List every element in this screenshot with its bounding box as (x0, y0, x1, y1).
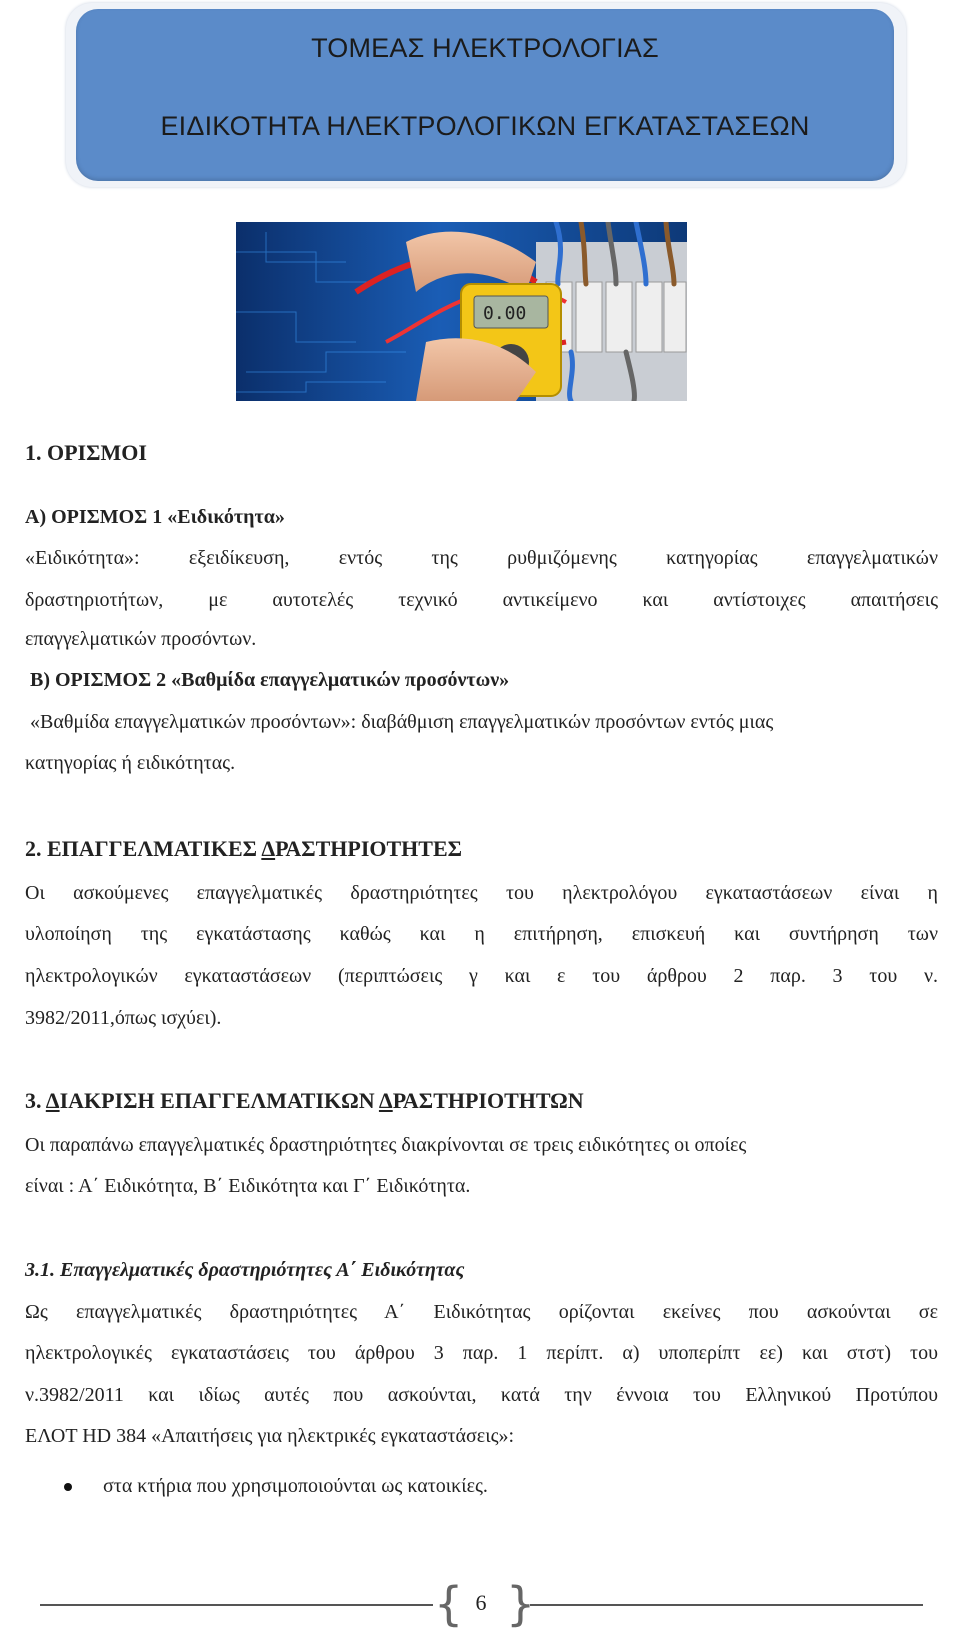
bullet-item: στα κτήρια που χρησιμοποιούνται ως κατοικίες. (103, 1475, 488, 1497)
definition-b-heading: Β) ΟΡΙΣΜΟΣ 2 «Βαθμίδα επαγγελματικών προσόντων» (30, 669, 510, 691)
section-3-1-text-1: Ως επαγγελματικές δραστηριότητες Α΄ Ειδικότητας ορίζονται εκείνες που ασκούνται σε (25, 1301, 938, 1323)
right-brace-icon: } (506, 1577, 536, 1631)
footer-rule-right (530, 1604, 923, 1606)
definition-b-text-2: κατηγορίας ή ειδικότητας. (25, 752, 236, 774)
header-title-2: ΕΙΔΙΚΟΤΗΤΑ ΗΛΕΚΤΡΟΛΟΓΙΚΩΝ ΕΓΚΑΤΑΣΤΑΣΕΩΝ (160, 111, 810, 141)
multimeter-photo (236, 222, 687, 401)
definition-a-text-2: δραστηριοτήτων, με αυτοτελές τεχνικό αντικείμενο και αντίστοιχες απαιτήσεις (25, 589, 938, 611)
section-3-text-2: είναι : Α΄ Ειδικότητα, Β΄ Ειδικότητα και Γ΄ Ειδικότητα. (25, 1175, 471, 1197)
section-2-text-4: 3982/2011,όπως ισχύει). (25, 1007, 222, 1029)
header-title-1: ΤΟΜΕΑΣ ΗΛΕΚΤΡΟΛΟΓΙΑΣ (311, 33, 659, 63)
section-2-text-2: υλοποίηση της εγκατάστασης καθώς και η επιτήρηση, επισκευή και συντήρηση των (25, 923, 938, 945)
page-number: 6 (475, 1590, 487, 1615)
footer-rule-left (40, 1604, 433, 1606)
section-3-heading: 3. ΔΙΑΚΡΙΣΗ ΕΠΑΓΓΕΛΜΑΤΙΚΩΝ ΔΡΑΣΤΗΡΙΟΤΗΤΩΝ (25, 1088, 584, 1113)
section-3-1-text-3: ν.3982/2011 και ιδίως αυτές που ασκούνται, κατά την έννοια του Ελληνικού Προτύπου (25, 1384, 938, 1406)
section-3-text-1: Οι παραπάνω επαγγελματικές δραστηριότητες διακρίνονται σε τρεις ειδικότητες οι οποίες (25, 1134, 747, 1156)
definition-b-text-1: «Βαθμίδα επαγγελματικών προσόντων»: διαβάθμιση επαγγελματικών προσόντων εντός μιας (30, 711, 774, 733)
section-2-text-3: ηλεκτρολογικών εγκαταστάσεων (περιπτώσεις γ και ε του άρθρου 2 παρ. 3 του ν. (25, 965, 938, 987)
section-3-1-text-2: ηλεκτρολογικές εγκαταστάσεις του άρθρου 3 παρ. 1 περίπτ. α) υποπερίπτ εε) και στστ) του (25, 1342, 938, 1364)
section-2-heading: 2. ΕΠΑΓΓΕΛΜΑΤΙΚΕΣ ΔΡΑΣΤΗΡΙΟΤΗΤΕΣ (25, 836, 463, 861)
definition-a-text-1: «Ειδικότητα»: εξειδίκευση, εντός της ρυθμιζόμενης κατηγορίας επαγγελματικών (25, 547, 938, 569)
section-1-heading: 1. ΟΡΙΣΜΟΙ (25, 440, 147, 465)
bullet-icon (64, 1483, 72, 1491)
definition-a-heading: Α) ΟΡΙΣΜΟΣ 1 «Ειδικότητα» (25, 506, 285, 528)
definition-a-text-3: επαγγελματικών προσόντων. (25, 628, 257, 650)
section-2-text-1: Οι ασκούμενες επαγγελματικές δραστηριότητες του ηλεκτρολόγου εγκαταστάσεων είναι η (25, 882, 938, 904)
header-banner (66, 3, 906, 187)
header-banner-inner (76, 9, 894, 181)
section-3-1-text-4: ΕΛΟΤ HD 384 «Απαιτήσεις για ηλεκτρικές εγκαταστάσεις»: (25, 1425, 515, 1447)
section-3-1-heading: 3.1. Επαγγελματικές δραστηριότητες Α΄ Ειδικότητας (25, 1259, 465, 1281)
left-brace-icon: { (434, 1577, 464, 1631)
svg-text:0.00: 0.00 (483, 303, 527, 324)
page-footer (0, 1577, 960, 1631)
